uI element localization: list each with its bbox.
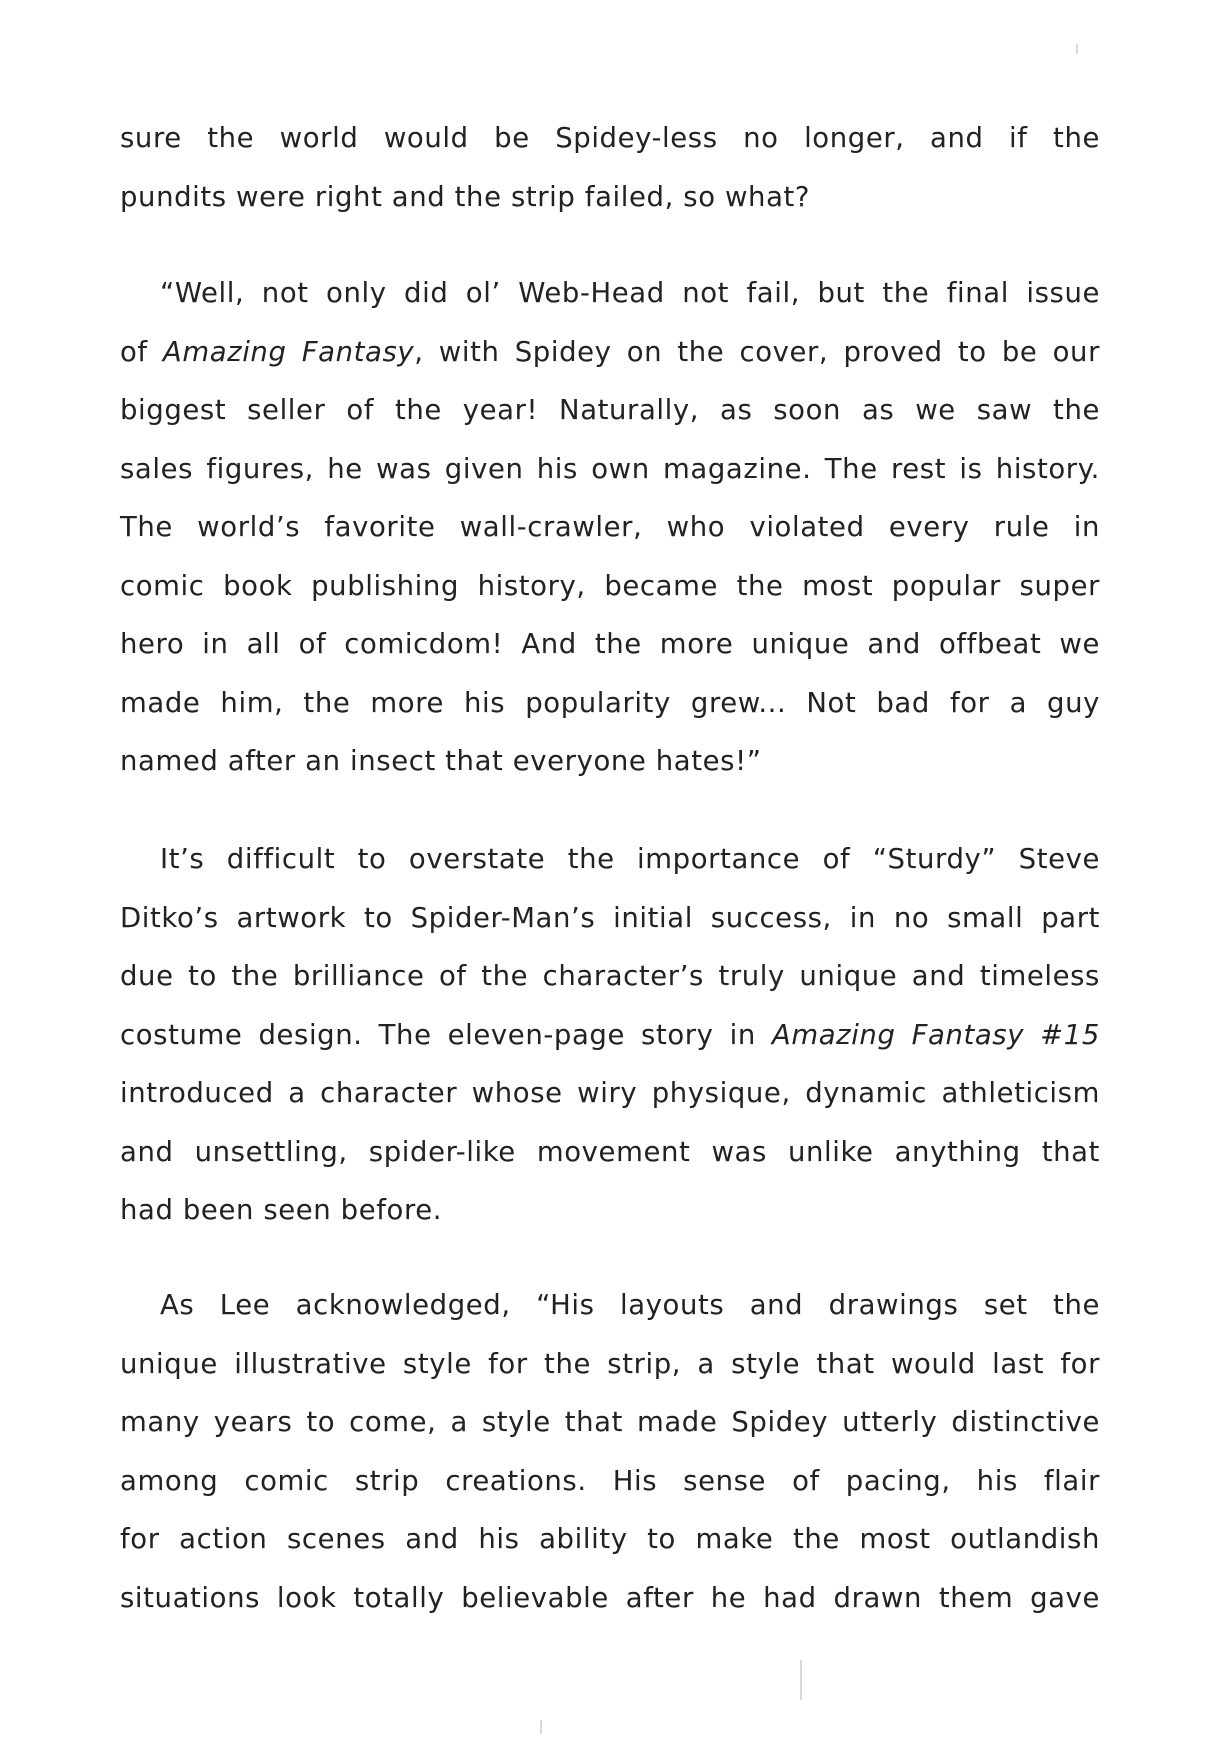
text-line: biggest seller of the year! Naturally, as soon as we saw the bbox=[120, 394, 1100, 426]
paragraph-2 bbox=[120, 264, 1100, 791]
text-line: of Amazing Fantasy, with Spidey on the cover, proved to be our bbox=[120, 335, 1100, 368]
paragraph-1 bbox=[120, 109, 1100, 226]
text-line: introduced a character whose wiry physique, dynamic athleticism bbox=[120, 1077, 1100, 1109]
book-title-italic: Amazing Fantasy bbox=[162, 335, 415, 368]
text-line: for action scenes and his ability to make the most outlandish bbox=[120, 1523, 1100, 1555]
text-line: sales figures, he was given his own magazine. The rest is history. bbox=[120, 452, 1100, 485]
text-line: costume design. The eleven-page story in Amazing Fantasy #15 bbox=[120, 1018, 1100, 1051]
text-line: and unsettling, spider-like movement was unlike anything that bbox=[120, 1135, 1100, 1168]
text-line: had been seen before. bbox=[120, 1194, 443, 1226]
text-line: The world’s favorite wall-crawler, who violated every rule in bbox=[120, 511, 1100, 543]
text-line: made him, the more his popularity grew... Not bad for a guy bbox=[120, 686, 1100, 719]
text-line: due to the brilliance of the character’s truly unique and timeless bbox=[120, 960, 1100, 992]
book-title-italic: Amazing Fantasy #15 bbox=[771, 1018, 1100, 1051]
paragraph-3 bbox=[120, 830, 1100, 1240]
text-line: pundits were right and the strip failed, so what? bbox=[120, 180, 811, 213]
text-line: “Well, not only did ol’ Web-Head not fail, but the final issue bbox=[160, 277, 1100, 309]
text-line: among comic strip creations. His sense of pacing, his flair bbox=[120, 1464, 1100, 1497]
scan-speck bbox=[800, 1660, 802, 1700]
text-line: comic book publishing history, became the most popular super bbox=[120, 569, 1100, 602]
scan-speck bbox=[540, 1720, 542, 1734]
text-line: unique illustrative style for the strip, a style that would last for bbox=[120, 1347, 1100, 1380]
text-line: sure the world would be Spidey-less no longer, and if the bbox=[120, 122, 1100, 154]
text-line: As Lee acknowledged, “His layouts and drawings set the bbox=[160, 1289, 1100, 1321]
text-line: many years to come, a style that made Spidey utterly distinctive bbox=[120, 1406, 1100, 1438]
text-line: situations look totally believable after he had drawn them gave bbox=[120, 1581, 1100, 1614]
text-line: Ditko’s artwork to Spider-Man’s initial success, in no small part bbox=[120, 901, 1100, 934]
scan-speck bbox=[1076, 44, 1078, 54]
text-line: It’s difficult to overstate the importance of “Sturdy” Steve bbox=[160, 843, 1100, 875]
text-line: hero in all of comicdom! And the more unique and offbeat we bbox=[120, 628, 1100, 660]
paragraph-4 bbox=[120, 1276, 1100, 1627]
text-line: named after an insect that everyone hates!” bbox=[120, 745, 762, 777]
